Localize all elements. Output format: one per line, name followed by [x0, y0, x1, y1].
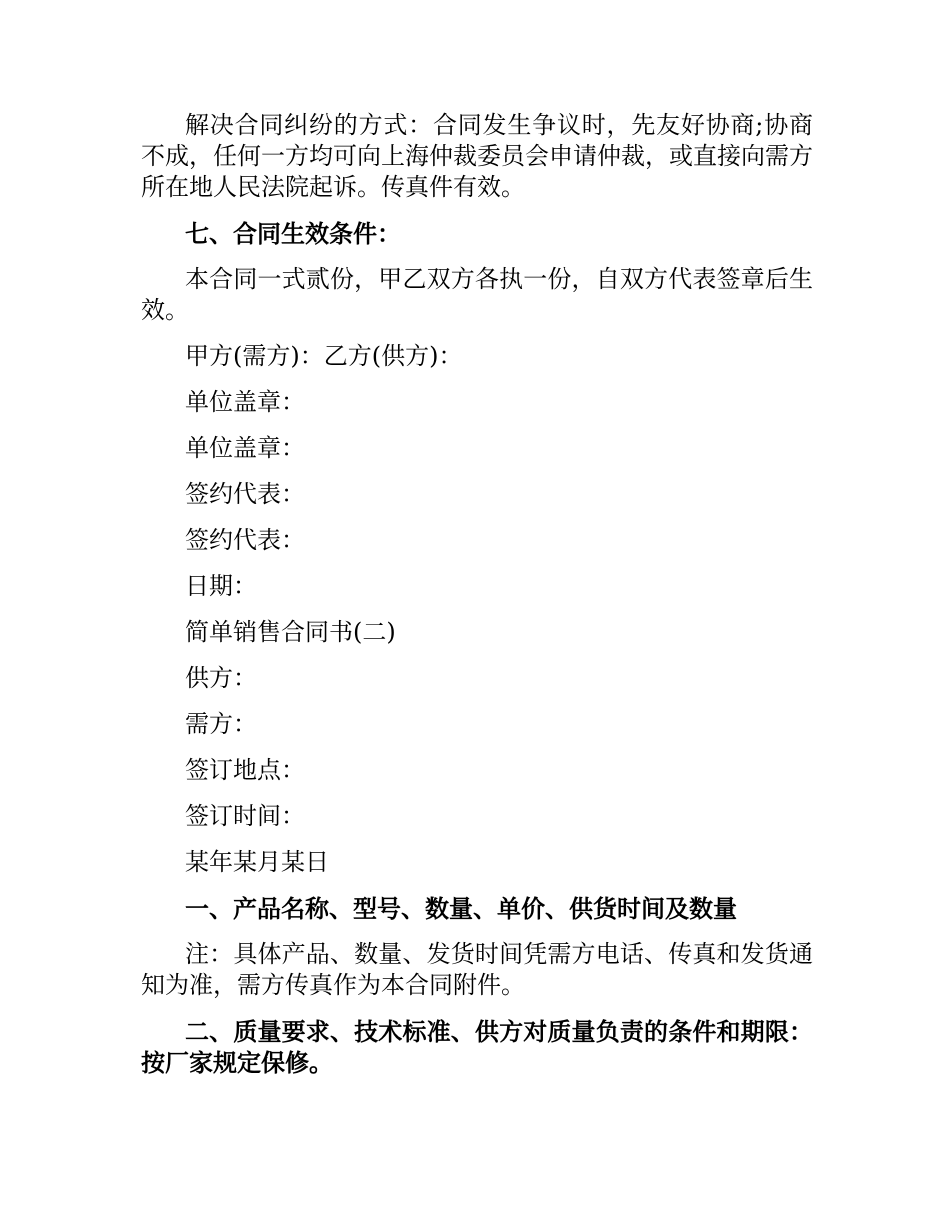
signing-place-label: 签订地点：	[185, 756, 305, 784]
signing-representative-label: 签约代表：	[185, 480, 305, 508]
signing-time-label: 签订时间：	[185, 802, 305, 830]
paragraph-note: 注：具体产品、数量、发货时间凭需方电话、传真和发货通知为准，需方传真作为本合同附件。	[141, 940, 813, 999]
buyer-label: 需方：	[185, 710, 257, 738]
party-labels: 甲方(需方)：乙方(供方)：	[185, 342, 463, 370]
document-body	[141, 110, 813, 1093]
signing-date-value: 某年某月某日	[185, 848, 329, 876]
signing-representative-label: 签约代表：	[185, 526, 305, 554]
paragraph-dispute-resolution: 解决合同纠纷的方式：合同发生争议时，先友好协商;协商不成，任何一方均可向上海仲裁委员会申请仲裁，或直接向需方所在地人民法院起诉。传真件有效。	[141, 111, 813, 201]
heading-product-details: 一、产品名称、型号、数量、单价、供货时间及数量	[185, 894, 737, 923]
contract-title: 简单销售合同书(二)	[185, 618, 396, 646]
date-label: 日期：	[185, 572, 257, 600]
company-seal-label: 单位盖章：	[185, 434, 305, 462]
company-seal-label: 单位盖章：	[185, 388, 305, 416]
heading-quality-requirements: 二、质量要求、技术标准、供方对质量负责的条件和期限：按厂家规定保修。	[141, 1017, 813, 1077]
supplier-label: 供方：	[185, 664, 257, 692]
paragraph-copies: 本合同一式贰份，甲乙双方各执一份，自双方代表签章后生效。	[141, 265, 813, 324]
heading-effective-conditions: 七、合同生效条件：	[185, 219, 401, 248]
